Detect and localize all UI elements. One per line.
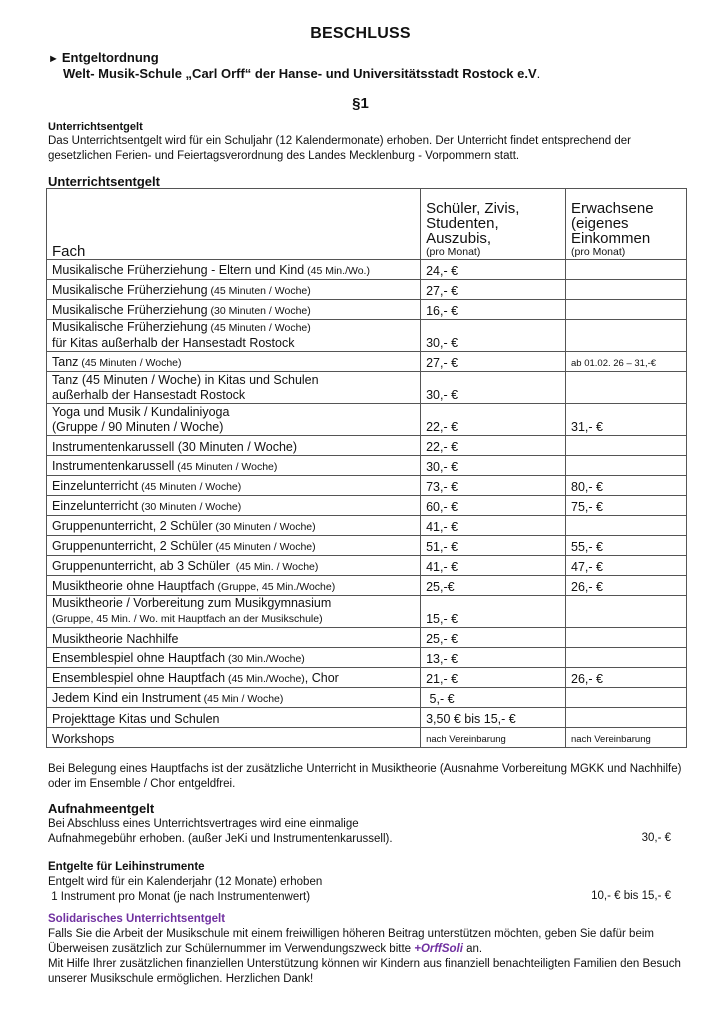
price-adults bbox=[566, 648, 687, 668]
subject-name: Einzelunterricht bbox=[52, 499, 139, 513]
subject-name: Ensemblespiel ohne Hauptfach bbox=[52, 651, 226, 665]
school-name bbox=[63, 66, 540, 81]
subject-cell bbox=[47, 536, 421, 556]
right-triangle-icon: ► bbox=[48, 53, 59, 65]
price-students: 3,50 € bis 15,- € bbox=[421, 708, 566, 728]
price-students: nach Vereinbarung bbox=[421, 728, 566, 748]
subject-detail: (45 Minuten / Woche) bbox=[212, 541, 316, 553]
column-header-adults-sub: (pro Monat) bbox=[571, 246, 626, 258]
subject-name: Yoga und Musik / Kundaliniyoga bbox=[52, 405, 230, 419]
table-row bbox=[47, 516, 687, 536]
subject-name: Musikalische Früherziehung bbox=[52, 283, 208, 297]
subject-cell bbox=[47, 280, 421, 300]
subject-line-2: für Kitas außerhalb der Hansestadt Rostock bbox=[52, 336, 295, 350]
price-students: 30,- € bbox=[421, 456, 566, 476]
price-students: 13,- € bbox=[421, 648, 566, 668]
price-adults: 26,- € bbox=[566, 668, 687, 688]
subject-name: Musiktheorie / Vorbereitung zum Musikgymnasium bbox=[52, 596, 332, 610]
column-header-adults-label: Erwachsene (eigenes Einkommen bbox=[571, 200, 654, 247]
subject-name: Musikalische Früherziehung - Eltern und Kind bbox=[52, 263, 305, 277]
table-row bbox=[47, 496, 687, 516]
subject-detail: (45 Minuten / Woche) bbox=[78, 357, 182, 369]
subject-detail: (45 Min./Wo.) bbox=[304, 265, 370, 277]
table-row bbox=[47, 628, 687, 648]
section-label bbox=[48, 50, 159, 65]
solidarity-text-part-1: Falls Sie die Arbeit der Musikschule mit einem freiwilligen höheren Beitrag unterstützen möchten, geben Sie dafür beim Überweisen zusätzlich zur Schülernummer im Verwendungszweck bitte bbox=[48, 928, 654, 955]
price-students: 24,- € bbox=[421, 260, 566, 280]
admission-line-2: Aufnahmegebühr erhoben. (außer JeKi und Instrumentenkarussell). bbox=[48, 833, 393, 845]
price-adults bbox=[566, 628, 687, 648]
price-students: 15,- € bbox=[421, 596, 566, 628]
table-row bbox=[47, 280, 687, 300]
price-adults bbox=[566, 596, 687, 628]
subject-name: Gruppenunterricht, 2 Schüler bbox=[52, 519, 213, 533]
intro-text: Das Unterrichtsentgelt wird für ein Schuljahr (12 Kalendermonate) erhoben. Der Unterricht findet entsprechend der gesetzlichen Ferien- und Feiertagsverordnung des Landes Mecklenburg - Vorpommern statt. bbox=[48, 135, 631, 162]
price-adults bbox=[566, 280, 687, 300]
table-row bbox=[47, 320, 687, 352]
subject-name: Gruppenunterricht, ab 3 Schüler bbox=[52, 559, 230, 573]
subject-line-2: (Gruppe, 45 Min. / Wo. mit Hauptfach an der Musikschule) bbox=[52, 613, 323, 625]
price-students: 73,- € bbox=[421, 476, 566, 496]
table-row bbox=[47, 352, 687, 372]
price-students: 41,- € bbox=[421, 516, 566, 536]
column-header-subject: Fach bbox=[47, 189, 421, 260]
price-students: 27,- € bbox=[421, 352, 566, 372]
subject-name: Jedem Kind ein Instrument bbox=[52, 691, 201, 705]
subject-detail: (45 Minuten / Woche) bbox=[207, 285, 311, 297]
subject-line-2: außerhalb der Hansestadt Rostock bbox=[52, 388, 246, 402]
table-row bbox=[47, 404, 687, 436]
intro-heading: Unterrichtsentgelt bbox=[48, 121, 143, 133]
subject-detail: (30 Minuten / Woche) bbox=[138, 501, 242, 513]
price-students: 27,- € bbox=[421, 280, 566, 300]
subject-cell bbox=[47, 372, 421, 404]
rental-line-2: 1 Instrument pro Monat (je nach Instrumentenwert) bbox=[48, 891, 311, 903]
subject-cell bbox=[47, 320, 421, 352]
subject-cell bbox=[47, 476, 421, 496]
price-students: 25,- € bbox=[421, 628, 566, 648]
subject-detail: (30 Min./Woche) bbox=[225, 653, 305, 665]
subject-detail: (30 Minuten / Woche) bbox=[207, 305, 311, 317]
table-row bbox=[47, 556, 687, 576]
price-adults bbox=[566, 300, 687, 320]
table-row bbox=[47, 728, 687, 748]
table-row bbox=[47, 300, 687, 320]
price-adults: nach Vereinbarung bbox=[566, 728, 687, 748]
price-adults bbox=[566, 260, 687, 280]
subject-detail: (45 Minuten / Woche) bbox=[207, 322, 311, 334]
table-row bbox=[47, 708, 687, 728]
table-row bbox=[47, 372, 687, 404]
price-adults bbox=[566, 320, 687, 352]
subject-name: Musiktheorie ohne Hauptfach bbox=[52, 579, 215, 593]
solidarity-text-part-2: an. bbox=[462, 943, 483, 955]
table-row bbox=[47, 668, 687, 688]
subject-suffix: , Chor bbox=[304, 671, 339, 685]
subject-cell bbox=[47, 556, 421, 576]
column-header-students bbox=[421, 189, 566, 260]
table-row bbox=[47, 688, 687, 708]
fee-table bbox=[46, 188, 687, 748]
table-row bbox=[47, 260, 687, 280]
subject-name: Einzelunterricht bbox=[52, 479, 139, 493]
rental-line-1: Entgelt wird für ein Kalenderjahr (12 Monate) erhoben bbox=[48, 876, 323, 888]
subject-name: Gruppenunterricht, 2 Schüler bbox=[52, 539, 213, 553]
subject-cell bbox=[47, 516, 421, 536]
admission-price: 30,- € bbox=[641, 832, 671, 844]
subject-name: Musikalische Früherziehung bbox=[52, 320, 208, 334]
price-students: 30,- € bbox=[421, 320, 566, 352]
admission-heading: Aufnahmeentgelt bbox=[48, 801, 155, 816]
subject-detail: (45 Min. / Woche) bbox=[229, 561, 319, 573]
subject-cell bbox=[47, 648, 421, 668]
price-students: 22,- € bbox=[421, 404, 566, 436]
subject-name: Instrumentenkarussell (30 Minuten / Woche) bbox=[52, 440, 298, 454]
subject-cell bbox=[47, 728, 421, 748]
subject-cell bbox=[47, 668, 421, 688]
subject-name: Instrumentenkarussell bbox=[52, 459, 175, 473]
school-name-text: Welt- Musik-Schule „Carl Orff“ der Hanse- und Universitätsstadt Rostock e.V bbox=[63, 66, 537, 81]
price-students: 21,- € bbox=[421, 668, 566, 688]
subject-name: Ensemblespiel ohne Hauptfach bbox=[52, 671, 226, 685]
subject-cell bbox=[47, 352, 421, 372]
price-adults: 47,- € bbox=[566, 556, 687, 576]
price-students: 22,- € bbox=[421, 436, 566, 456]
price-students: 51,- € bbox=[421, 536, 566, 556]
subject-detail: (45 Minuten / Woche) bbox=[138, 481, 242, 493]
price-students: 16,- € bbox=[421, 300, 566, 320]
price-students: 25,-€ bbox=[421, 576, 566, 596]
solidarity-text-thanks: Mit Hilfe Ihrer zusätzlichen finanziellen Unterstützung können wir Kindern aus finanziell benachteiligten Familien den Besuch unserer Musikschule ermöglichen. Herzlichen Dank! bbox=[48, 958, 681, 985]
price-adults bbox=[566, 688, 687, 708]
table-row bbox=[47, 436, 687, 456]
footnote: Bei Belegung eines Hauptfachs ist der zusätzliche Unterricht in Musiktheorie (Ausnahme Vorbereitung MGKK und Nachhilfe) oder im Ensemble / Chor entgeldfrei. bbox=[48, 763, 682, 790]
solidarity-text bbox=[48, 927, 688, 987]
subject-detail: (Gruppe, 45 Min./Woche) bbox=[214, 581, 336, 593]
subject-name: Musiktheorie Nachhilfe bbox=[52, 632, 179, 646]
table-row bbox=[47, 456, 687, 476]
subject-name: Tanz bbox=[52, 355, 79, 369]
column-header-students-sub: (pro Monat) bbox=[426, 246, 481, 258]
price-students: 5,- € bbox=[421, 688, 566, 708]
price-students: 60,- € bbox=[421, 496, 566, 516]
school-name-end: . bbox=[536, 66, 541, 81]
solidarity-code: +OrffSoli bbox=[414, 943, 463, 955]
subject-detail: (45 Minuten / Woche) bbox=[174, 461, 278, 473]
column-header-students-label: Schüler, Zivis, Studenten, Auszubis, bbox=[426, 200, 520, 247]
subject-cell bbox=[47, 708, 421, 728]
rental-price: 10,- € bis 15,- € bbox=[591, 890, 671, 902]
price-students: 30,- € bbox=[421, 372, 566, 404]
price-adults bbox=[566, 372, 687, 404]
subject-cell bbox=[47, 260, 421, 280]
document-title: BESCHLUSS bbox=[310, 25, 411, 42]
subject-cell bbox=[47, 300, 421, 320]
subject-cell bbox=[47, 496, 421, 516]
price-adults: ab 01.02. 26 – 31,-€ bbox=[566, 352, 687, 372]
subject-cell bbox=[47, 456, 421, 476]
price-adults: 80,- € bbox=[566, 476, 687, 496]
table-row bbox=[47, 648, 687, 668]
subject-cell bbox=[47, 596, 421, 628]
price-students: 41,- € bbox=[421, 556, 566, 576]
subject-cell bbox=[47, 404, 421, 436]
subject-cell bbox=[47, 688, 421, 708]
subject-detail: (45 Min / Woche) bbox=[200, 693, 284, 705]
subject-line-2: (Gruppe / 90 Minuten / Woche) bbox=[52, 420, 224, 434]
price-adults: 31,- € bbox=[566, 404, 687, 436]
subject-name: Musikalische Früherziehung bbox=[52, 303, 208, 317]
table-row bbox=[47, 596, 687, 628]
subject-cell bbox=[47, 628, 421, 648]
subject-name: Tanz (45 Minuten / Woche) in Kitas und Schulen bbox=[52, 373, 319, 387]
table-row bbox=[47, 476, 687, 496]
paragraph-number: §1 bbox=[352, 95, 369, 112]
price-adults: 55,- € bbox=[566, 536, 687, 556]
price-adults: 26,- € bbox=[566, 576, 687, 596]
subject-name: Workshops bbox=[52, 732, 115, 746]
admission-line-1: Bei Abschluss eines Unterrichtsvertrages wird eine einmalige bbox=[48, 818, 359, 830]
fee-table-header bbox=[47, 189, 687, 260]
price-adults bbox=[566, 456, 687, 476]
subject-detail: (30 Minuten / Woche) bbox=[212, 521, 316, 533]
subject-cell bbox=[47, 576, 421, 596]
rental-text bbox=[48, 875, 608, 905]
fee-table-heading: Unterrichtsentgelt bbox=[48, 174, 160, 189]
subject-detail: (45 Min./Woche) bbox=[225, 673, 305, 685]
table-row bbox=[47, 576, 687, 596]
price-adults bbox=[566, 436, 687, 456]
rental-heading: Entgelte für Leihinstrumente bbox=[48, 861, 205, 873]
table-row bbox=[47, 536, 687, 556]
price-adults bbox=[566, 516, 687, 536]
subject-name: Projekttage Kitas und Schulen bbox=[52, 712, 220, 726]
solidarity-heading: Solidarisches Unterrichtsentgelt bbox=[48, 913, 226, 925]
admission-text bbox=[48, 817, 608, 847]
section-label-text: Entgeltordnung bbox=[61, 50, 159, 65]
subject-cell bbox=[47, 436, 421, 456]
price-adults: 75,- € bbox=[566, 496, 687, 516]
column-header-adults bbox=[566, 189, 687, 260]
price-adults bbox=[566, 708, 687, 728]
